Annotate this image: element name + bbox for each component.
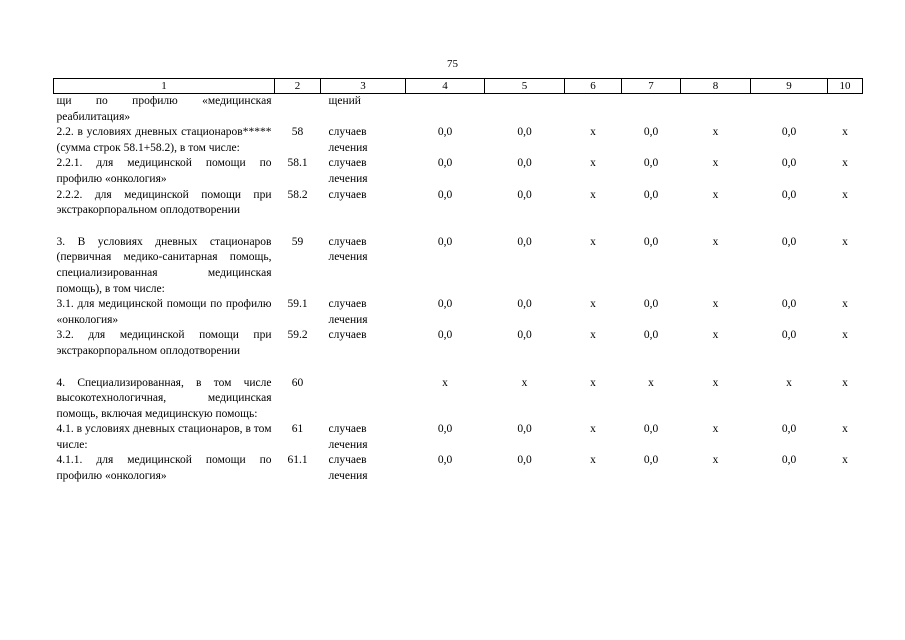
row-code: 58.1 [287, 157, 308, 170]
row-unit [321, 376, 406, 423]
row-value: 0,0 [781, 329, 797, 342]
row-value: 0,0 [781, 235, 797, 248]
row-value: 0,0 [781, 188, 797, 201]
row-value [681, 94, 751, 126]
row-value: x [712, 454, 719, 467]
row-value: x [842, 126, 848, 139]
row-value [406, 94, 485, 126]
row-value: x [786, 376, 792, 389]
row-value: x [590, 454, 596, 467]
row-value: x [712, 235, 719, 248]
row-value: 0,0 [437, 423, 453, 436]
table-row [54, 125, 863, 156]
table-row [54, 297, 863, 328]
row-value: x [842, 376, 848, 389]
row-unit: случаев лечения [328, 157, 368, 185]
row-value: 0,0 [437, 298, 453, 311]
row-value: 0,0 [643, 235, 659, 248]
row-value: x [590, 157, 596, 170]
row-code: 59 [291, 235, 304, 248]
row-value: 0,0 [437, 188, 453, 201]
row-spacer-cell [54, 219, 863, 235]
row-code [275, 94, 321, 126]
page-number: 75 [447, 58, 458, 70]
row-value: 0,0 [781, 157, 797, 170]
row-value: 0,0 [517, 235, 532, 248]
row-code: 60 [291, 376, 304, 389]
row-value: 0,0 [517, 157, 532, 170]
row-value: 0,0 [517, 126, 532, 139]
row-value: 0,0 [643, 157, 659, 170]
row-value: x [712, 157, 719, 170]
row-code: 58 [291, 126, 304, 139]
row-unit: случаев лечения [328, 235, 368, 264]
row-unit: случаев лечения [328, 423, 368, 451]
row-value: x [590, 376, 596, 389]
row-spacer [54, 219, 863, 235]
row-unit: случаев лечения [328, 454, 368, 483]
row-code: 59.1 [287, 298, 308, 311]
row-value: 0,0 [437, 126, 453, 139]
row-value: x [842, 298, 848, 311]
row-value: x [842, 454, 848, 467]
row-description: 4. Специализированная, в том числе высокотехнологичная, медицинская помощь, включая медицинскую помощь: [56, 376, 272, 420]
row-spacer-cell [54, 360, 863, 376]
table-row [54, 94, 863, 126]
table-row [54, 376, 863, 423]
row-value: x [648, 376, 654, 389]
row-value: x [521, 376, 528, 389]
column-header-2: 2 [275, 79, 321, 94]
row-description: щи по профилю «медицинская реабилитация» [56, 95, 272, 123]
row-value: x [712, 126, 719, 139]
row-code: 59.2 [287, 329, 308, 342]
row-code: 61 [291, 423, 304, 436]
table-row [54, 156, 863, 187]
row-description: 3. В условиях дневных стационаров (первичная медико-санитарная помощь, специализированная медицинская помощь), в том числе: [56, 235, 272, 295]
row-value: 0,0 [643, 329, 659, 342]
row-value: x [712, 329, 719, 342]
row-value: 0,0 [437, 454, 453, 467]
row-value: 0,0 [643, 188, 659, 201]
row-value [828, 94, 863, 126]
row-value: x [442, 376, 448, 389]
row-spacer [54, 360, 863, 376]
table-row [54, 328, 863, 359]
column-header-5: 5 [485, 79, 565, 94]
table-row [54, 422, 863, 453]
row-value: x [842, 235, 848, 248]
data-table [53, 78, 863, 485]
row-unit: случаев [328, 188, 367, 201]
row-code: 58.2 [287, 188, 308, 201]
row-description: 4.1.1. для медицинской помощи по профилю «онкология» [56, 454, 272, 483]
row-value: 0,0 [517, 188, 532, 201]
row-unit: случаев [328, 329, 367, 342]
row-value [565, 94, 622, 126]
row-value [751, 94, 828, 126]
column-header-3: 3 [321, 79, 406, 94]
row-value: 0,0 [781, 454, 797, 467]
row-description: 4.1. в условиях дневных стационаров, в том числе: [56, 423, 272, 451]
row-value: x [712, 188, 719, 201]
table-row [54, 188, 863, 219]
row-value: x [590, 423, 596, 436]
table-row [54, 235, 863, 297]
row-value: x [842, 157, 848, 170]
column-header-4: 4 [406, 79, 485, 94]
row-value: 0,0 [517, 423, 532, 436]
row-value: x [590, 126, 596, 139]
row-value: 0,0 [517, 454, 532, 467]
row-unit: щений [328, 95, 361, 107]
column-header-1: 1 [54, 79, 275, 94]
row-description: 3.2. для медицинской помощи при экстракорпоральном оплодотворении [56, 329, 272, 357]
row-value: 0,0 [437, 329, 453, 342]
row-description: 2.2.1. для медицинской помощи по профилю «онкология» [56, 157, 272, 185]
row-value: x [842, 188, 848, 201]
row-value: x [842, 329, 848, 342]
row-value: 0,0 [643, 454, 659, 467]
row-value: 0,0 [781, 126, 797, 139]
row-value [485, 94, 565, 126]
row-value: x [712, 376, 719, 389]
row-value: 0,0 [437, 157, 453, 170]
table-header-row [54, 79, 863, 94]
row-value: 0,0 [643, 423, 659, 436]
table-body [54, 94, 863, 485]
row-value: x [590, 329, 596, 342]
row-value: x [842, 423, 848, 436]
row-value: 0,0 [517, 298, 532, 311]
column-header-7: 7 [622, 79, 681, 94]
row-value [622, 94, 681, 126]
row-description: 3.1. для медицинской помощи по профилю «онкология» [56, 298, 272, 326]
row-value: 0,0 [517, 329, 532, 342]
row-value: x [590, 188, 596, 201]
row-code: 61.1 [287, 454, 308, 467]
table-row [54, 453, 863, 484]
row-value: x [712, 298, 719, 311]
row-value: 0,0 [643, 298, 659, 311]
column-header-8: 8 [681, 79, 751, 94]
row-value: 0,0 [643, 126, 659, 139]
row-unit: случаев лечения [328, 298, 368, 326]
row-unit: случаев лечения [328, 126, 368, 154]
row-value: 0,0 [781, 298, 797, 311]
column-header-6: 6 [565, 79, 622, 94]
column-header-10: 10 [828, 79, 863, 94]
row-value: x [712, 423, 719, 436]
row-value: 0,0 [437, 235, 453, 248]
row-description: 2.2. в условиях дневных стационаров***** (сумма строк 58.1+58.2), в том числе: [56, 126, 272, 154]
row-description: 2.2.2. для медицинской помощи при экстракорпоральном оплодотворении [56, 188, 272, 217]
column-header-9: 9 [751, 79, 828, 94]
row-value: x [590, 298, 596, 311]
row-value: x [590, 235, 596, 248]
row-value: 0,0 [781, 423, 797, 436]
